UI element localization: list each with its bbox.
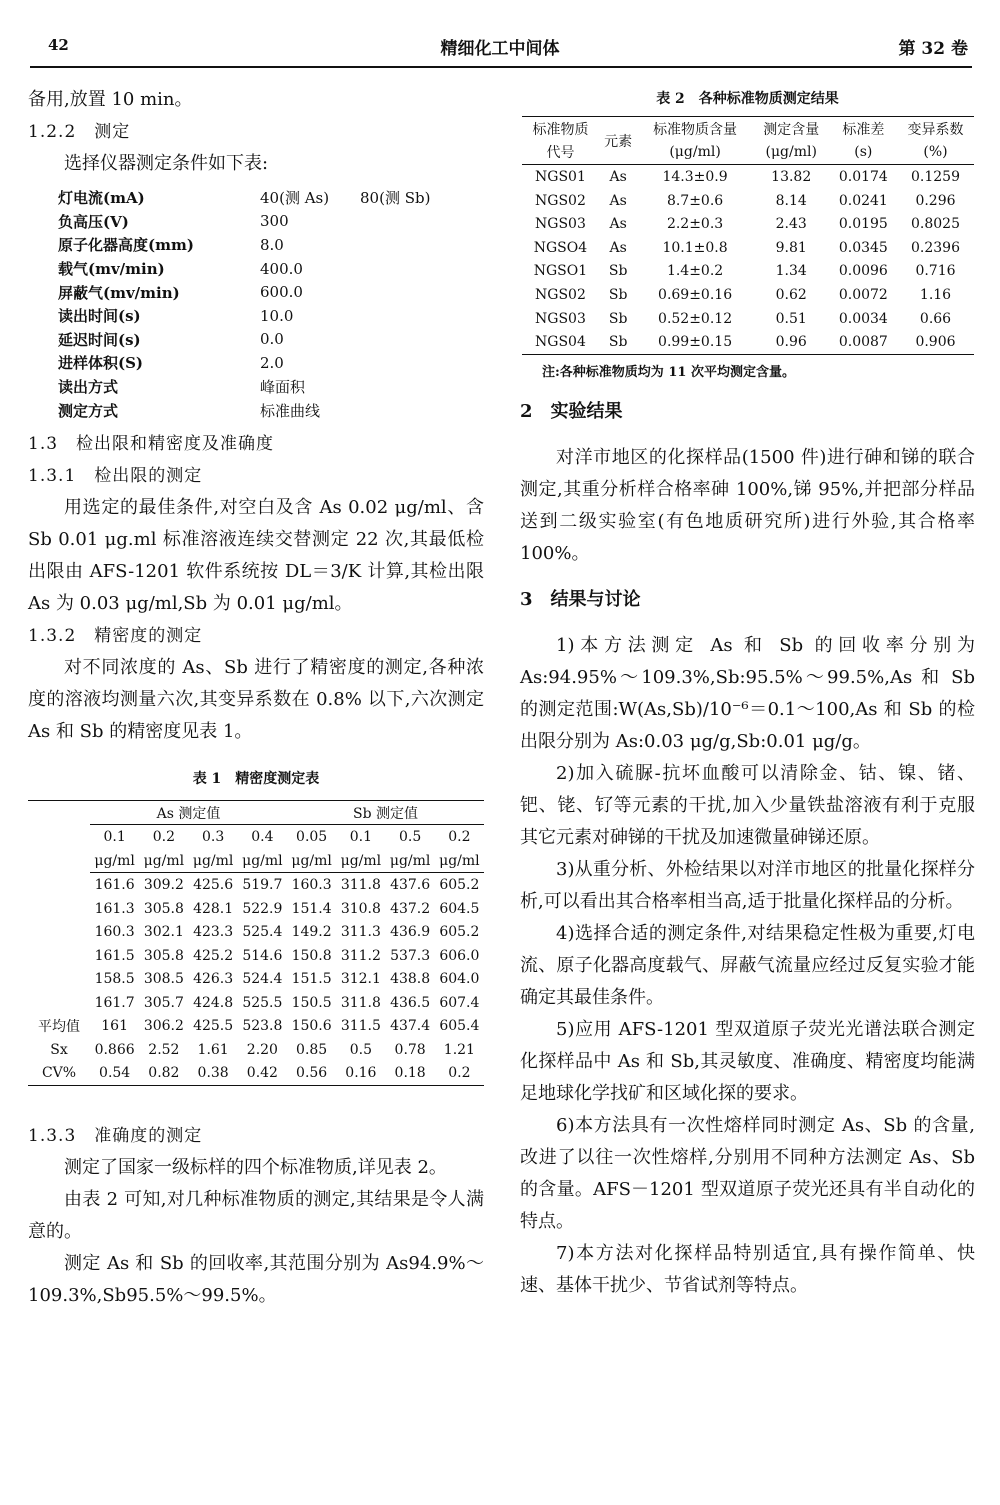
table-cell: 523.8 xyxy=(242,1018,283,1035)
table2-note: 注:各种标准物质均为 11 次平均测定含量。 xyxy=(542,364,795,380)
table-cell: 0.85 xyxy=(296,1041,328,1058)
table-cell: 424.8 xyxy=(193,994,234,1011)
condition-value xyxy=(360,233,430,257)
table-cell: 1.4±0.2 xyxy=(666,263,724,280)
table-cell: 161 xyxy=(101,1018,128,1035)
col-code-header: 标准物质 xyxy=(522,117,599,141)
table-cell: 161.7 xyxy=(94,994,135,1011)
table-cell: 312.1 xyxy=(340,971,381,988)
col-cv-unit: (%) xyxy=(897,141,974,165)
condition-row xyxy=(58,233,430,257)
condition-label: 原子化器高度(mm) xyxy=(58,236,194,255)
condition-row xyxy=(58,210,430,234)
row-label xyxy=(28,944,90,968)
table-cell: 437.6 xyxy=(390,877,431,894)
table-cell: 605.2 xyxy=(439,877,480,894)
condition-value xyxy=(360,398,430,422)
row-label: CV% xyxy=(28,1061,90,1085)
table-cell: NGS02 xyxy=(535,286,586,303)
table-row xyxy=(522,189,974,213)
table-cell: 525.5 xyxy=(242,994,283,1011)
section-heading-2: 2 实验结果 xyxy=(520,400,623,422)
table-cell: 0.0034 xyxy=(838,310,888,327)
table-cell: 0.0345 xyxy=(838,239,888,256)
table-cell: NGS04 xyxy=(522,330,599,354)
table-cell: 8.7±0.6 xyxy=(666,192,724,209)
result-item: 2)加入硫脲-抗坏血酸可以清除金、钴、镍、锗、钯、铑、钌等元素的干扰,加入少量铁盐溶液有利于克服其它元素对砷锑的干扰及加速微量砷锑还原。 xyxy=(520,762,975,848)
table-cell: NGS03 xyxy=(535,310,586,327)
table-cell: 0.0174 xyxy=(838,168,888,185)
table-cell: 311.8 xyxy=(340,994,381,1011)
condition-label: 负高压(V) xyxy=(58,212,129,231)
table-cell: 514.6 xyxy=(242,947,283,964)
table-cell: 309.2 xyxy=(143,877,184,894)
table-row xyxy=(522,283,974,307)
row-label: Sx xyxy=(50,1041,68,1058)
table-cell: 1.34 xyxy=(775,263,807,280)
condition-value: 0.0 xyxy=(260,330,284,349)
table-row xyxy=(28,897,484,921)
paragraph: 用选定的最佳条件,对空白及含 As 0.02 μg/ml、含 Sb 0.01 μg.ml 标准溶液连续交替测定 22 次,其最低检出限由 AFS-1201 软件系统按 DL＝3/K 计算,其检出限 As 为 0.03 μg/ml,Sb 为 0.01 μg/ml。 xyxy=(28,496,484,614)
condition-value xyxy=(360,257,430,281)
table-cell: 0.8025 xyxy=(911,216,960,233)
right-column xyxy=(520,84,975,1302)
table-cell: 160.3 xyxy=(94,924,135,941)
paragraph: 测定 As 和 Sb 的回收率,其范围分别为 As94.9%～109.3%,Sb95.5%～99.5%。 xyxy=(28,1252,484,1306)
table-cell: 438.8 xyxy=(390,971,431,988)
table-cell: 0.78 xyxy=(394,1041,426,1058)
table-row xyxy=(522,165,974,189)
table-row xyxy=(28,991,484,1015)
table-cell: 14.3±0.9 xyxy=(662,168,728,185)
condition-label: 测定方式 xyxy=(58,401,119,420)
table-cell: 0.0241 xyxy=(838,192,888,209)
table-row xyxy=(28,967,484,991)
condition-value: 40(测 As) xyxy=(260,189,330,208)
table-row xyxy=(28,1014,484,1038)
condition-row xyxy=(58,280,430,304)
paragraph: 对洋市地区的化探样品(1500 件)进行砷和锑的联合测定,其重分析样合格率砷 100%,锑 95%,并把部分样品送到二级实验室(有色地质研究所)进行外验,其合格率 100%。 xyxy=(520,446,975,564)
table-cell: 0.2 xyxy=(435,1061,484,1085)
table-cell: As xyxy=(609,239,627,256)
section-heading-1-3-3: 1.3.3 准确度的测定 xyxy=(28,1125,203,1146)
condition-value: 400.0 xyxy=(260,259,303,278)
table-cell: 0.16 xyxy=(336,1061,385,1085)
table-cell: 308.5 xyxy=(143,971,184,988)
col-meas-unit: (μg/ml) xyxy=(753,141,830,165)
row-label xyxy=(28,920,90,944)
table-cell: 0.38 xyxy=(189,1061,238,1085)
group-as-header: As 测定值 xyxy=(90,800,287,825)
concentration-header: 0.05 xyxy=(296,829,328,846)
table-cell: 1.16 xyxy=(919,286,952,303)
table-row xyxy=(522,260,974,284)
table-cell: 0.2396 xyxy=(911,239,960,256)
table-cell: 524.4 xyxy=(242,971,283,988)
table-cell: 0.82 xyxy=(139,1061,188,1085)
table-cell: 0.5 xyxy=(349,1041,372,1058)
condition-value xyxy=(360,351,430,375)
table-cell: 0.906 xyxy=(897,330,974,354)
table-cell: 519.7 xyxy=(242,877,283,894)
condition-value: 600.0 xyxy=(260,283,303,302)
table-cell: 306.2 xyxy=(143,1018,184,1035)
result-item: 7)本方法对化探样品特别适宜,具有操作简单、快速、基体干扰少、节省试剂等特点。 xyxy=(520,1242,975,1296)
table-cell: 302.1 xyxy=(143,924,184,941)
table-cell: 437.4 xyxy=(390,1018,431,1035)
row-label xyxy=(28,967,90,991)
paragraph: 对不同浓度的 As、Sb 进行了精密度的测定,各种浓度的溶液均测量六次,其变异系数在 0.8% 以下,六次测定 As 和 Sb 的精密度见表 1。 xyxy=(28,656,484,742)
standards-table xyxy=(522,116,974,355)
table-cell: 160.3 xyxy=(291,877,332,894)
table-cell: NGSO1 xyxy=(533,263,588,280)
table-cell: 151.4 xyxy=(291,900,332,917)
table-cell: 607.4 xyxy=(439,994,480,1011)
table-cell: 161.3 xyxy=(94,900,135,917)
table-row xyxy=(28,1061,484,1085)
condition-value: 10.0 xyxy=(260,306,294,325)
table1-caption: 表 1 精密度测定表 xyxy=(192,770,320,787)
unit-header: μg/ml xyxy=(336,849,385,873)
condition-value xyxy=(360,328,430,352)
table-row xyxy=(28,944,484,968)
condition-value: 峰面积 xyxy=(260,378,306,397)
paragraph: 由表 2 可知,对几种标准物质的测定,其结果是令人满意的。 xyxy=(28,1188,484,1242)
table-cell: 158.5 xyxy=(94,971,135,988)
condition-row xyxy=(58,257,430,281)
group-sb-header: Sb 测定值 xyxy=(287,800,484,825)
condition-row xyxy=(58,304,430,328)
condition-label: 读出时间(s) xyxy=(58,307,141,326)
table-cell: 0.62 xyxy=(775,286,807,303)
table-cell: 436.9 xyxy=(390,924,431,941)
col-code-subheader: 代号 xyxy=(522,141,599,165)
condition-label: 屏蔽气(mv/min) xyxy=(58,283,180,302)
row-label xyxy=(28,873,90,897)
unit-header: μg/ml xyxy=(238,849,287,873)
unit-header: μg/ml xyxy=(386,849,435,873)
table-cell: 425.2 xyxy=(193,947,234,964)
table-cell: 150.8 xyxy=(291,947,332,964)
concentration-header: 0.3 xyxy=(201,829,225,846)
unit-header: μg/ml xyxy=(189,849,238,873)
table-cell: 425.6 xyxy=(193,877,234,894)
table2-caption: 表 2 各种标准物质测定结果 xyxy=(656,91,839,107)
table-cell: 0.0195 xyxy=(838,216,888,233)
table-cell: 0.56 xyxy=(287,1061,336,1085)
unit-header: μg/ml xyxy=(435,849,484,873)
condition-value: 300 xyxy=(260,212,289,231)
result-item: 1)本方法测定 As 和 Sb 的回收率分别为 As:94.95%～109.3%,Sb:95.5%～99.5%,As 和 Sb 的测定范围:W(As,Sb)/10⁻⁶＝0.1～100,As 和 Sb 的检出限分别为 As:0.03 μg/g,Sb:0.01 μg/g。 xyxy=(520,634,975,752)
table-row xyxy=(522,330,974,354)
condition-value xyxy=(360,304,430,328)
section-heading-1-3-1: 1.3.1 检出限的测定 xyxy=(28,465,203,486)
table-cell: 0.866 xyxy=(94,1041,135,1058)
unit-header: μg/ml xyxy=(287,849,336,873)
journal-title: 精细化工中间体 xyxy=(440,39,560,59)
row-label xyxy=(28,897,90,921)
table-cell: 0.51 xyxy=(775,310,807,327)
condition-value xyxy=(360,210,430,234)
table-row xyxy=(522,212,974,236)
table-cell: 311.8 xyxy=(340,877,381,894)
table-cell: NGS02 xyxy=(535,192,586,209)
page-number: 42 xyxy=(48,36,69,54)
table-cell: 423.3 xyxy=(193,924,234,941)
table-cell: 0.296 xyxy=(915,192,956,209)
table-cell: 305.8 xyxy=(143,947,184,964)
table-row xyxy=(28,873,484,897)
col-sd-header: 标准差 xyxy=(830,117,897,141)
condition-value: 2.0 xyxy=(260,353,284,372)
table-cell: 150.6 xyxy=(291,1018,332,1035)
col-meas-header: 测定含量 xyxy=(753,117,830,141)
volume-label: 第 32 卷 xyxy=(898,39,968,59)
condition-label: 进样体积(S) xyxy=(58,354,144,373)
condition-value: 8.0 xyxy=(260,235,284,254)
condition-row xyxy=(58,375,430,399)
table-cell: As xyxy=(609,168,627,185)
unit-header: μg/ml xyxy=(90,849,139,873)
table-cell: 437.2 xyxy=(390,900,431,917)
table-cell: 161.5 xyxy=(94,947,135,964)
table-cell: Sb xyxy=(599,330,637,354)
table-cell: 13.82 xyxy=(771,168,812,185)
precision-table xyxy=(28,800,484,1086)
table-cell: 9.81 xyxy=(775,239,807,256)
table-cell: 305.8 xyxy=(143,900,184,917)
table-cell: 2.43 xyxy=(775,216,807,233)
table-cell: 2.2±0.3 xyxy=(666,216,724,233)
condition-label: 延迟时间(s) xyxy=(58,330,141,349)
section-heading-1-3-2: 1.3.2 精密度的测定 xyxy=(28,625,203,646)
concentration-header: 0.1 xyxy=(103,829,126,846)
table-cell: 604.5 xyxy=(439,900,480,917)
result-item: 5)应用 AFS-1201 型双道原子荧光光谱法联合测定化探样品中 As 和 Sb,其灵敏度、准确度、精密度均能满足地球化学找矿和区域化探的要求。 xyxy=(520,1018,975,1104)
table-cell: 1.61 xyxy=(197,1041,229,1058)
table-row xyxy=(28,1038,484,1062)
table-row xyxy=(522,307,974,331)
table-cell: Sb xyxy=(608,263,628,280)
paragraph: 测定了国家一级标样的四个标准物质,详见表 2。 xyxy=(64,1156,447,1178)
table-cell: Sb xyxy=(608,286,628,303)
table-cell: 0.66 xyxy=(919,310,952,327)
table-cell: 428.1 xyxy=(193,900,234,917)
table-cell: 525.4 xyxy=(242,924,283,941)
paragraph: 备用,放置 10 min。 xyxy=(28,89,193,110)
col-element-header: 元素 xyxy=(599,117,637,165)
table-cell: 604.0 xyxy=(439,971,480,988)
table-cell: 537.3 xyxy=(390,947,431,964)
section-heading-1-3: 1.3 检出限和精密度及准确度 xyxy=(28,433,275,454)
concentration-header: 0.2 xyxy=(152,829,175,846)
table-cell: NGS01 xyxy=(535,168,586,185)
table-cell: 606.0 xyxy=(439,947,480,964)
table-cell: 161.6 xyxy=(94,877,135,894)
table-cell: As xyxy=(609,216,627,233)
condition-value xyxy=(360,375,430,399)
concentration-header: 0.5 xyxy=(398,829,422,846)
table-cell: 10.1±0.8 xyxy=(662,239,728,256)
table-cell: 311.5 xyxy=(340,1018,381,1035)
header-rule xyxy=(30,66,972,68)
table-cell: 0.96 xyxy=(753,330,830,354)
col-std-unit: (μg/ml) xyxy=(637,141,752,165)
table-cell: 2.52 xyxy=(148,1041,180,1058)
col-sd-unit: (s) xyxy=(830,141,897,165)
concentration-header: 0.1 xyxy=(349,829,372,846)
table-row xyxy=(28,920,484,944)
table-cell: 151.5 xyxy=(291,971,332,988)
table-cell: 8.14 xyxy=(775,192,807,209)
row-label xyxy=(28,991,90,1015)
table-cell: 0.69±0.16 xyxy=(658,286,733,303)
table-cell: 0.0096 xyxy=(838,263,888,280)
table-cell: 605.4 xyxy=(439,1018,480,1035)
condition-value: 80(测 Sb) xyxy=(360,189,431,208)
table-cell: 311.2 xyxy=(340,947,381,964)
unit-header: μg/ml xyxy=(139,849,188,873)
table-cell: Sb xyxy=(608,310,628,327)
table-cell: 0.0072 xyxy=(838,286,888,303)
table-cell: 0.1259 xyxy=(911,168,960,185)
table-cell: 425.5 xyxy=(193,1018,234,1035)
table-cell: 149.2 xyxy=(291,924,332,941)
section-heading-1-2-2: 1.2.2 测定 xyxy=(28,122,131,142)
concentration-header: 0.2 xyxy=(448,829,471,846)
table-cell: 522.9 xyxy=(242,900,283,917)
table-cell: As xyxy=(609,192,627,209)
concentration-header: 0.4 xyxy=(251,829,274,846)
section-heading-3: 3 结果与讨论 xyxy=(520,588,641,610)
condition-label: 灯电流(mA) xyxy=(58,189,145,208)
table-cell: 0.52±0.12 xyxy=(658,310,733,327)
table-cell: 2.20 xyxy=(246,1041,278,1058)
condition-row xyxy=(58,186,430,210)
conditions-table xyxy=(58,186,430,422)
condition-label: 读出方式 xyxy=(58,378,119,397)
result-item: 3)从重分析、外检结果以对洋市地区的批量化探样分析,可以看出其合格率相当高,适于批量化探样品的分析。 xyxy=(520,858,975,912)
table-cell: NGS03 xyxy=(535,216,586,233)
condition-row xyxy=(58,398,430,422)
row-label: 平均值 xyxy=(38,1019,80,1036)
table-cell: 150.5 xyxy=(291,994,332,1011)
condition-value xyxy=(360,280,430,304)
table-cell: 305.7 xyxy=(143,994,184,1011)
paragraph: 选择仪器测定条件如下表: xyxy=(64,153,269,174)
condition-row xyxy=(58,351,430,375)
table-row xyxy=(522,236,974,260)
table-cell: 0.42 xyxy=(238,1061,287,1085)
col-std-header: 标准物质含量 xyxy=(637,117,752,141)
table-cell: 436.5 xyxy=(390,994,431,1011)
condition-value: 标准曲线 xyxy=(260,401,321,420)
col-cv-header: 变异系数 xyxy=(897,117,974,141)
table-cell: 0.0087 xyxy=(830,330,897,354)
table-cell: 0.54 xyxy=(90,1061,139,1085)
table-cell: 0.99±0.15 xyxy=(637,330,752,354)
table-cell: 1.21 xyxy=(443,1041,475,1058)
result-item: 6)本方法具有一次性熔样同时测定 As、Sb 的含量,改进了以往一次性熔样,分别用不同种方法测定 As、Sb 的含量。AFS－1201 型双道原子荧光还具有半自动化的特点。 xyxy=(520,1114,975,1232)
table-cell: 0.18 xyxy=(386,1061,435,1085)
result-item: 4)选择合适的测定条件,对结果稳定性极为重要,灯电流、原子化器高度载气、屏蔽气流量应经过反复实验才能确定其最佳条件。 xyxy=(520,922,975,1008)
table-cell: 310.8 xyxy=(340,900,381,917)
condition-label: 载气(mv/min) xyxy=(58,260,165,279)
left-column xyxy=(28,84,484,1312)
table-cell: 0.716 xyxy=(915,263,956,280)
table-cell: 311.3 xyxy=(340,924,381,941)
table-cell: 426.3 xyxy=(193,971,234,988)
table-cell: 605.2 xyxy=(439,924,480,941)
page-header xyxy=(0,0,1000,80)
table-cell: NGSO4 xyxy=(533,239,588,256)
condition-row xyxy=(58,328,430,352)
